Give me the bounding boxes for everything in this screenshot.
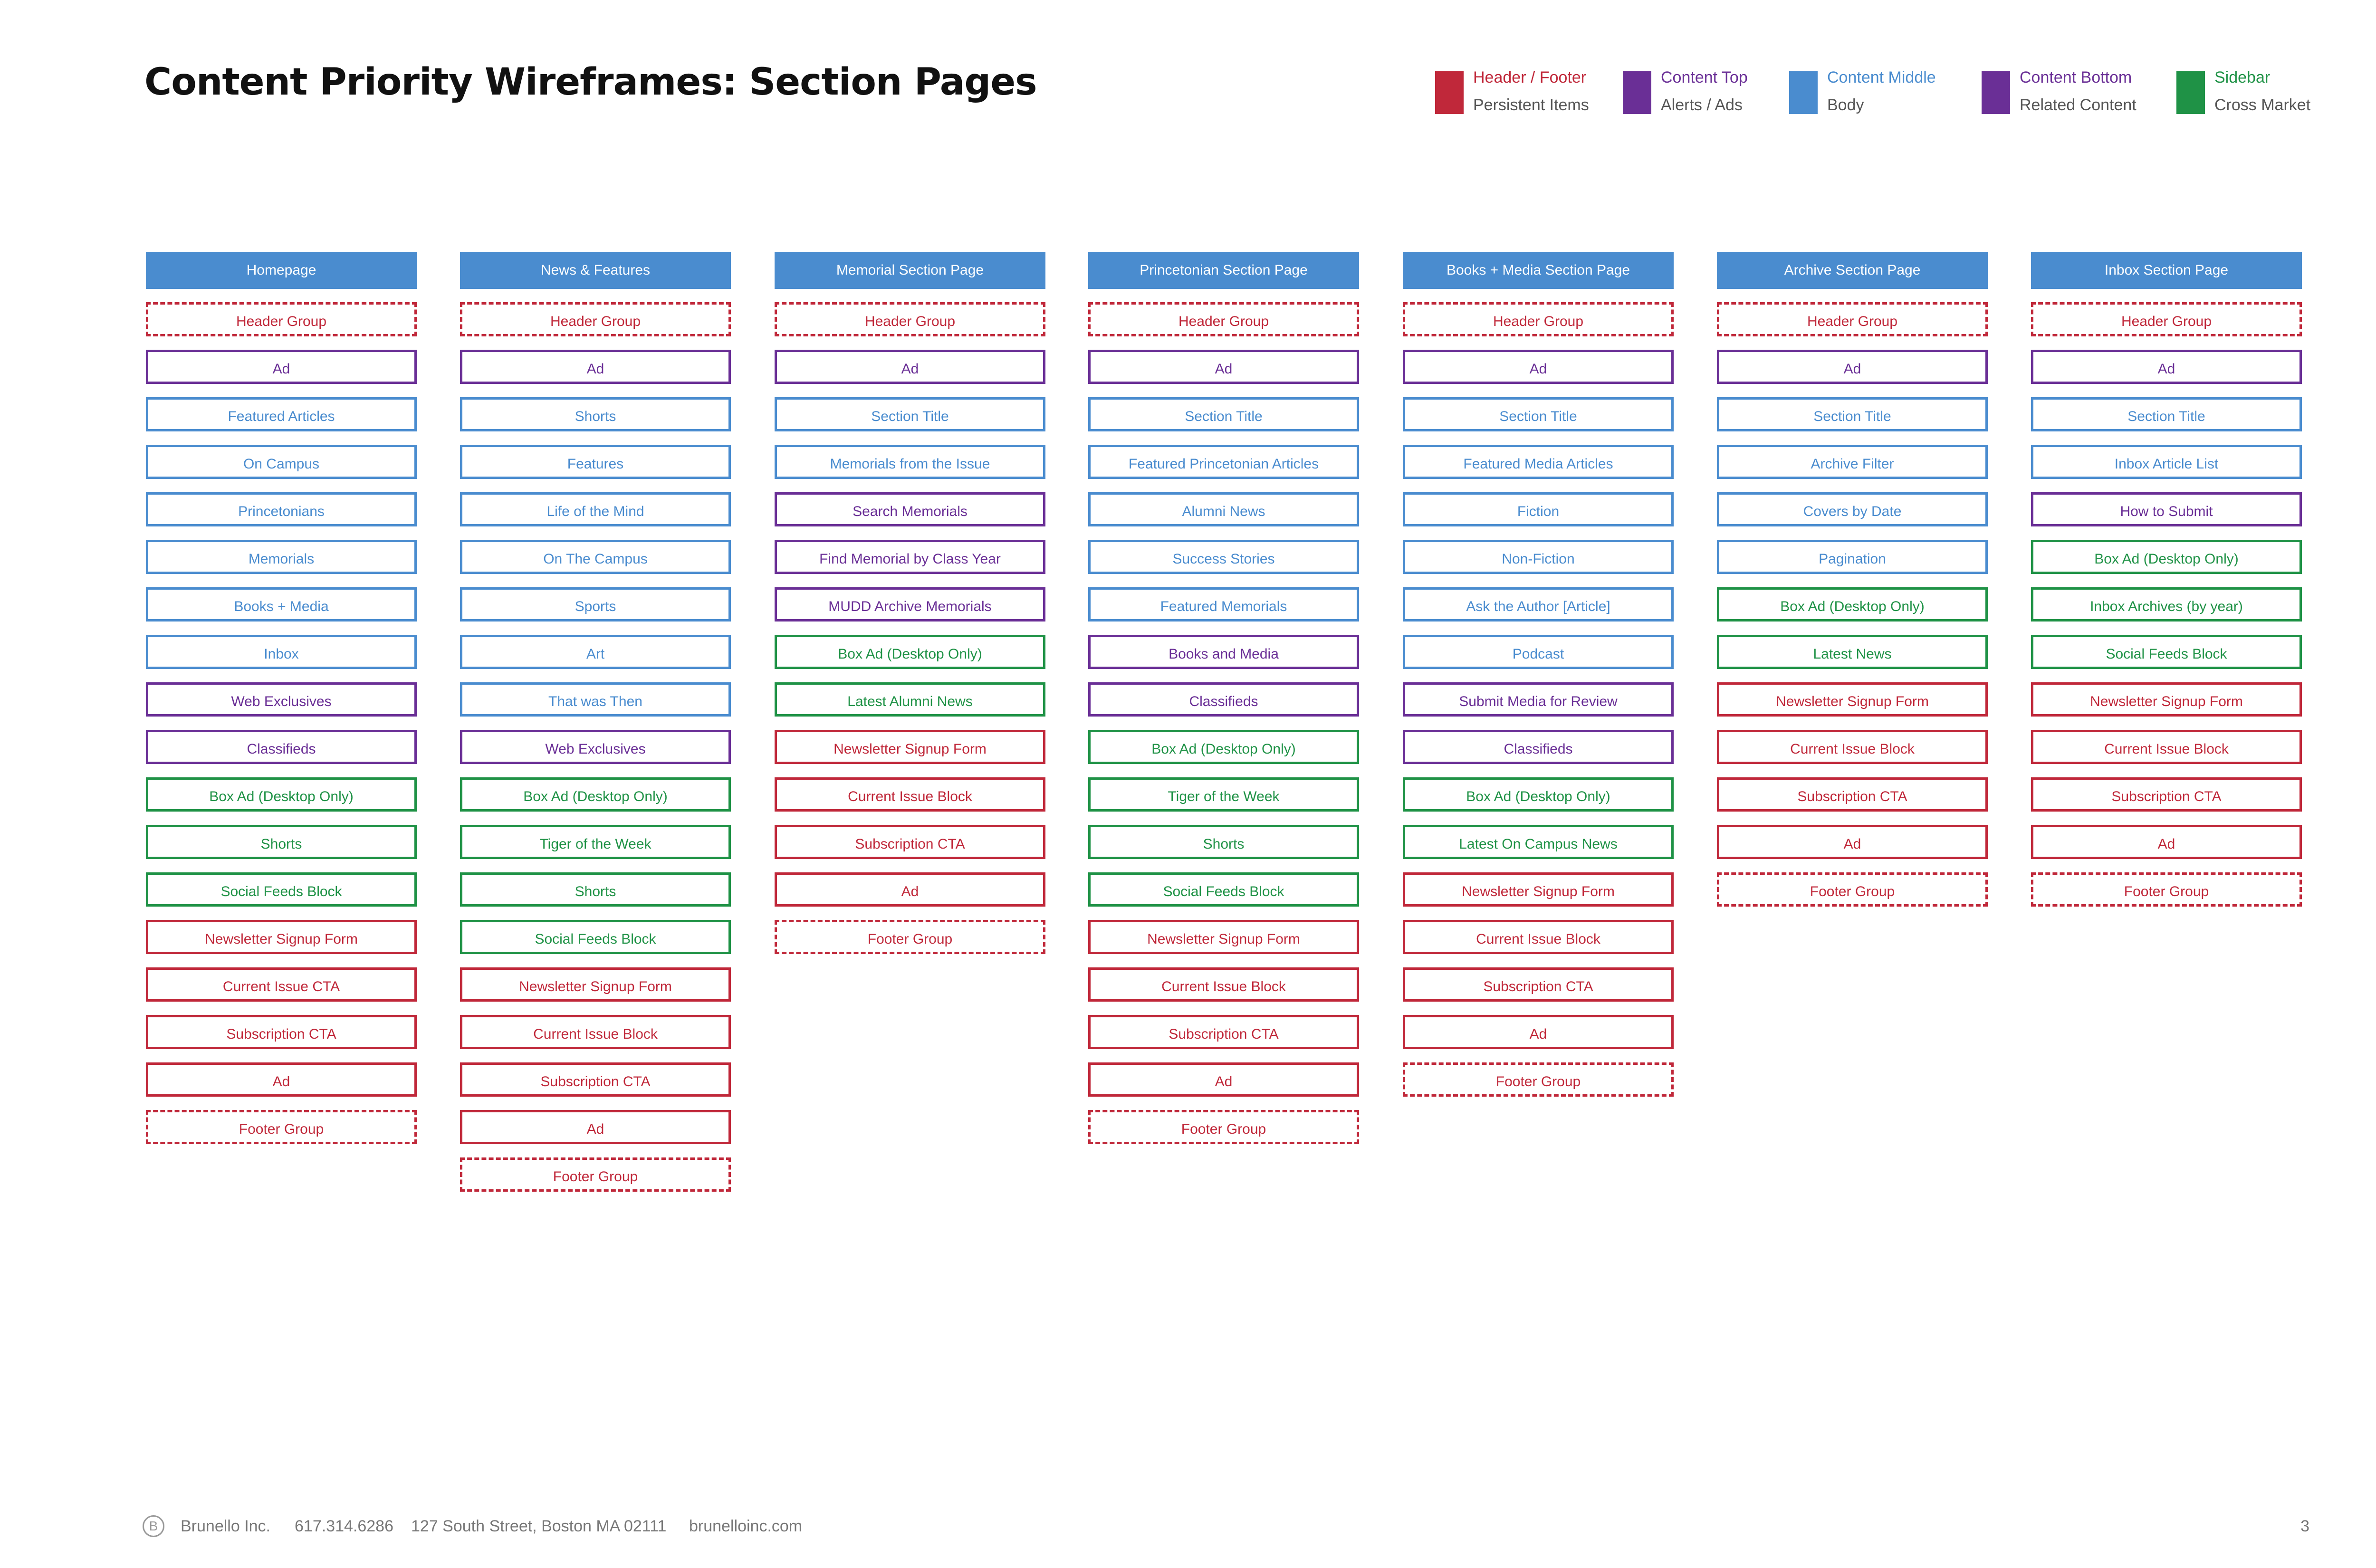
wireframe-block-header-footer: Footer Group [1403, 1062, 1674, 1097]
wireframe-block-header-footer: Subscription CTA [460, 1062, 731, 1097]
wireframe-block-content-middle: That was Then [460, 682, 731, 717]
wireframe-block-header-footer: Ad [1717, 825, 1988, 859]
wireframe-block-content-middle: Memorials from the Issue [775, 445, 1045, 479]
legend-sub: Body [1827, 96, 1864, 114]
wireframe-block-content-middle: Art [460, 635, 731, 669]
legend-sub: Persistent Items [1473, 96, 1589, 114]
wireframe-block-content-middle: Books + Media [146, 587, 417, 621]
wireframe-block-sidebar: Shorts [1088, 825, 1359, 859]
wireframe-block-content-top: Ad [2031, 350, 2302, 384]
wireframe-column [460, 252, 731, 1192]
wireframe-block-header-footer: Footer Group [460, 1157, 731, 1192]
brunello-logo-icon: B [143, 1515, 164, 1537]
wireframe-block-sidebar: Box Ad (Desktop Only) [2031, 540, 2302, 574]
wireframe-block-content-bottom: Books and Media [1088, 635, 1359, 669]
wireframe-block-content-middle: Featured Media Articles [1403, 445, 1674, 479]
wireframe-block-content-bottom: How to Submit [2031, 492, 2302, 526]
wireframe-block-sidebar: Social Feeds Block [460, 920, 731, 954]
wireframe-column [146, 252, 417, 1144]
wireframe-block-content-middle: Section Title [775, 397, 1045, 431]
wireframe-block-sidebar: Box Ad (Desktop Only) [460, 777, 731, 812]
wireframe-block-content-middle: Section Title [1088, 397, 1359, 431]
wireframe-block-header-footer: Subscription CTA [1088, 1015, 1359, 1049]
wireframe-block-header-footer: Ad [460, 1110, 731, 1144]
wireframe-block-content-middle: Success Stories [1088, 540, 1359, 574]
wireframe-block-content-middle: On Campus [146, 445, 417, 479]
wireframe-block-header-footer: Subscription CTA [775, 825, 1045, 859]
wireframe-block-content-bottom: Classifieds [1403, 730, 1674, 764]
wireframe-block-sidebar: Social Feeds Block [1088, 872, 1359, 907]
wireframe-block-content-middle: On The Campus [460, 540, 731, 574]
legend-swatch [1623, 71, 1651, 114]
wireframe-block-header-footer: Subscription CTA [1717, 777, 1988, 812]
wireframe-block-header-footer: Newsletter Signup Form [1403, 872, 1674, 907]
wireframe-block-header-footer: Ad [775, 872, 1045, 907]
legend-swatch [1982, 71, 2010, 114]
wireframe-block-header-footer: Ad [1403, 1015, 1674, 1049]
page-number: 3 [2300, 1517, 2309, 1535]
wireframe-block-content-middle: Princetonians [146, 492, 417, 526]
wireframe-column [1088, 252, 1359, 1144]
wireframe-block-content-bottom: Find Memorial by Class Year [775, 540, 1045, 574]
wireframe-block-content-bottom: Web Exclusives [146, 682, 417, 717]
legend-sub: Alerts / Ads [1661, 96, 1743, 114]
legend [0, 67, 2376, 119]
wireframe-block-header-footer: Header Group [1403, 302, 1674, 336]
page-title: Content Priority Wireframes: Section Pages [144, 61, 1037, 104]
wireframe-block-content-middle: Memorials [146, 540, 417, 574]
wireframe-block-content-middle: Shorts [460, 397, 731, 431]
column-header: Books + Media Section Page [1403, 252, 1674, 289]
wireframe-block-sidebar: Inbox Archives (by year) [2031, 587, 2302, 621]
wireframe-block-content-middle: Sports [460, 587, 731, 621]
wireframe-block-header-footer: Footer Group [1088, 1110, 1359, 1144]
wireframe-block-header-footer: Subscription CTA [1403, 967, 1674, 1002]
wireframe-column [2031, 252, 2302, 907]
wireframe-block-sidebar: Shorts [146, 825, 417, 859]
wireframe-block-header-footer: Header Group [2031, 302, 2302, 336]
legend-swatch [1435, 71, 1464, 114]
wireframe-block-sidebar: Social Feeds Block [2031, 635, 2302, 669]
wireframe-block-header-footer: Header Group [1717, 302, 1988, 336]
legend-name: Sidebar [2214, 68, 2271, 86]
wireframe-block-content-middle: Featured Princetonian Articles [1088, 445, 1359, 479]
wireframe-block-header-footer: Newsletter Signup Form [460, 967, 731, 1002]
wireframe-block-content-middle: Archive Filter [1717, 445, 1988, 479]
wireframe-block-header-footer: Current Issue Block [1088, 967, 1359, 1002]
footer-address: 127 South Street, Boston MA 02111 [411, 1517, 667, 1535]
wireframe-column [1403, 252, 1674, 1097]
wireframe-block-header-footer: Header Group [146, 302, 417, 336]
wireframe-block-header-footer: Current Issue Block [460, 1015, 731, 1049]
wireframe-block-content-middle: Ask the Author [Article] [1403, 587, 1674, 621]
wireframe-block-header-footer: Current Issue Block [775, 777, 1045, 812]
wireframe-block-content-middle: Life of the Mind [460, 492, 731, 526]
wireframe-block-header-footer: Ad [146, 1062, 417, 1097]
wireframe-block-header-footer: Subscription CTA [2031, 777, 2302, 812]
column-header: Memorial Section Page [775, 252, 1045, 289]
wireframe-block-sidebar: Latest Alumni News [775, 682, 1045, 717]
footer-website-link[interactable]: brunelloinc.com [689, 1517, 803, 1535]
footer-phone: 617.314.6286 [295, 1517, 393, 1535]
wireframe-block-header-footer: Newsletter Signup Form [1717, 682, 1988, 717]
wireframe-block-header-footer: Current Issue CTA [146, 967, 417, 1002]
wireframe-block-header-footer: Ad [2031, 825, 2302, 859]
wireframe-block-sidebar: Box Ad (Desktop Only) [1403, 777, 1674, 812]
wireframe-block-content-middle: Inbox Article List [2031, 445, 2302, 479]
wireframe-block-content-middle: Non-Fiction [1403, 540, 1674, 574]
wireframe-block-header-footer: Current Issue Block [1717, 730, 1988, 764]
wireframe-column [775, 252, 1045, 954]
wireframe-block-content-middle: Section Title [2031, 397, 2302, 431]
wireframe-block-content-bottom: Classifieds [1088, 682, 1359, 717]
wireframe-block-content-middle: Featured Articles [146, 397, 417, 431]
wireframe-block-sidebar: Social Feeds Block [146, 872, 417, 907]
wireframe-block-sidebar: Box Ad (Desktop Only) [146, 777, 417, 812]
legend-swatch [2176, 71, 2205, 114]
wireframe-block-content-middle: Alumni News [1088, 492, 1359, 526]
wireframe-block-content-bottom: Submit Media for Review [1403, 682, 1674, 717]
wireframe-block-sidebar: Shorts [460, 872, 731, 907]
wireframe-block-content-middle: Section Title [1403, 397, 1674, 431]
legend-swatch [1789, 71, 1818, 114]
wireframe-block-content-middle: Covers by Date [1717, 492, 1988, 526]
wireframe-block-header-footer: Newsletter Signup Form [775, 730, 1045, 764]
wireframe-block-content-middle: Fiction [1403, 492, 1674, 526]
wireframe-block-header-footer: Header Group [775, 302, 1045, 336]
column-header: Inbox Section Page [2031, 252, 2302, 289]
wireframe-block-sidebar: Box Ad (Desktop Only) [1717, 587, 1988, 621]
wireframe-block-sidebar: Box Ad (Desktop Only) [1088, 730, 1359, 764]
column-header: News & Features [460, 252, 731, 289]
wireframe-block-sidebar: Latest News [1717, 635, 1988, 669]
wireframe-block-content-bottom: Web Exclusives [460, 730, 731, 764]
wireframe-block-content-bottom: Search Memorials [775, 492, 1045, 526]
wireframe-block-content-middle: Features [460, 445, 731, 479]
footer [143, 1513, 2309, 1542]
wireframe-block-header-footer: Newsletter Signup Form [146, 920, 417, 954]
wireframe-block-content-top: Ad [146, 350, 417, 384]
legend-name: Header / Footer [1473, 68, 1587, 86]
wireframe-column [1717, 252, 1988, 907]
wireframe-block-content-bottom: Classifieds [146, 730, 417, 764]
wireframe-block-content-middle: Featured Memorials [1088, 587, 1359, 621]
legend-name: Content Middle [1827, 68, 1936, 86]
wireframe-block-header-footer: Ad [1088, 1062, 1359, 1097]
wireframe-block-header-footer: Footer Group [146, 1110, 417, 1144]
wireframe-block-content-middle: Pagination [1717, 540, 1988, 574]
wireframe-block-sidebar: Tiger of the Week [460, 825, 731, 859]
wireframe-block-content-middle: Section Title [1717, 397, 1988, 431]
wireframe-block-content-middle: Podcast [1403, 635, 1674, 669]
wireframe-block-content-top: Ad [1717, 350, 1988, 384]
legend-name: Content Top [1661, 68, 1748, 86]
wireframe-block-sidebar: Latest On Campus News [1403, 825, 1674, 859]
wireframe-block-header-footer: Footer Group [775, 920, 1045, 954]
wireframe-block-header-footer: Current Issue Block [2031, 730, 2302, 764]
footer-company: Brunello Inc. [181, 1517, 270, 1535]
column-header: Archive Section Page [1717, 252, 1988, 289]
wireframe-block-header-footer: Newsletter Signup Form [2031, 682, 2302, 717]
wireframe-block-header-footer: Header Group [460, 302, 731, 336]
wireframe-block-header-footer: Footer Group [2031, 872, 2302, 907]
wireframe-block-header-footer: Current Issue Block [1403, 920, 1674, 954]
wireframe-block-content-top: Ad [1088, 350, 1359, 384]
wireframe-block-sidebar: Box Ad (Desktop Only) [775, 635, 1045, 669]
wireframe-block-sidebar: Tiger of the Week [1088, 777, 1359, 812]
wireframe-block-content-middle: Inbox [146, 635, 417, 669]
wireframe-block-content-bottom: MUDD Archive Memorials [775, 587, 1045, 621]
wireframe-block-content-top: Ad [1403, 350, 1674, 384]
wireframe-block-header-footer: Footer Group [1717, 872, 1988, 907]
legend-sub: Related Content [2020, 96, 2136, 114]
wireframe-block-header-footer: Header Group [1088, 302, 1359, 336]
wireframe-block-header-footer: Subscription CTA [146, 1015, 417, 1049]
wireframe-block-content-top: Ad [460, 350, 731, 384]
wireframe-block-content-top: Ad [775, 350, 1045, 384]
column-header: Homepage [146, 252, 417, 289]
legend-name: Content Bottom [2020, 68, 2132, 86]
legend-sub: Cross Market [2214, 96, 2311, 114]
wireframe-block-header-footer: Newsletter Signup Form [1088, 920, 1359, 954]
column-header: Princetonian Section Page [1088, 252, 1359, 289]
